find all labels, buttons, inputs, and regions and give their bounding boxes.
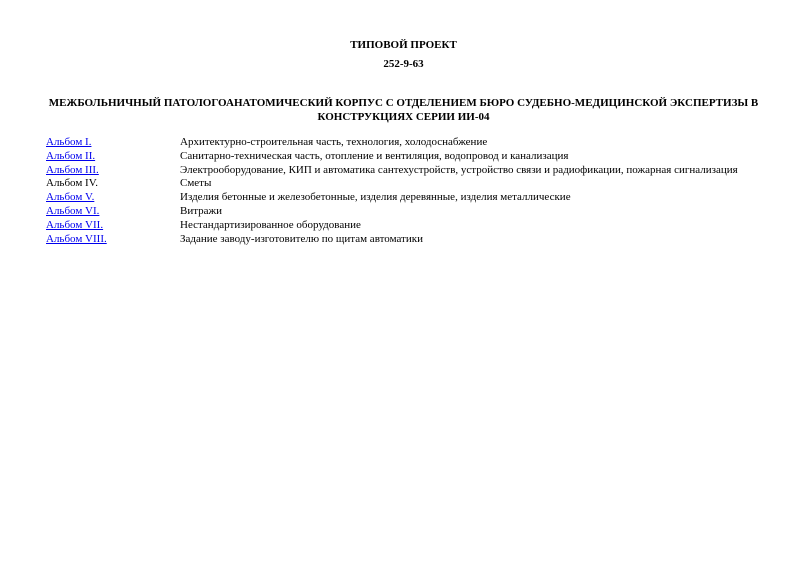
album-row-2 xyxy=(46,150,766,164)
album-list xyxy=(46,136,766,246)
album-4-description: Сметы xyxy=(180,177,212,190)
album-7-description: Нестандартизированное оборудование xyxy=(180,218,361,231)
album-row-8 xyxy=(46,233,766,247)
album-row-5 xyxy=(46,191,766,205)
album-row-1 xyxy=(46,136,766,150)
album-2-description: Санитарно-техническая часть, отопление и вентиляция, водопровод и канализация xyxy=(180,149,569,162)
project-number: 252-9-63 xyxy=(383,58,424,70)
album-1-link[interactable]: Альбом I. xyxy=(46,136,92,148)
project-name: МЕЖБОЛЬНИЧНЫЙ ПАТОЛОГОАНАТОМИЧЕСКИЙ КОРПУС С ОТДЕЛЕНИЕМ БЮРО СУДЕБНО-МЕДИЦИНСКОЙ ЭКСПЕРТИЗЫ В КОНСТРУКЦИЯХ СЕРИИ ИИ-04 xyxy=(48,97,759,123)
album-row-6 xyxy=(46,205,766,219)
album-6-link[interactable]: Альбом VI. xyxy=(46,204,100,217)
album-4-label: Альбом IV. xyxy=(46,177,98,190)
album-3-link[interactable]: Альбом III. xyxy=(46,163,99,176)
album-row-4 xyxy=(46,177,766,191)
album-7-link[interactable]: Альбом VII. xyxy=(46,218,104,231)
album-2-link[interactable]: Альбом II. xyxy=(46,149,96,162)
album-8-description: Задание заводу-изготовителю по щитам автоматики xyxy=(180,232,423,245)
album-5-description: Изделия бетонные и железобетонные, изделия деревянные, изделия металлические xyxy=(180,191,571,204)
album-1-description: Архитектурно-строительная часть, технология, холодоснабжение xyxy=(180,136,488,148)
album-row-3 xyxy=(46,164,766,178)
album-3-description: Электрооборудование, КИП и автоматика сантехустройств, устройство связи и радиофикации, пожарная сигнализация xyxy=(180,163,738,176)
album-8-link[interactable]: Альбом VIII. xyxy=(46,232,107,245)
document-title: ТИПОВОЙ ПРОЕКТ xyxy=(350,39,457,51)
album-row-7 xyxy=(46,219,766,233)
album-6-description: Витражи xyxy=(180,204,223,217)
album-5-link[interactable]: Альбом V. xyxy=(46,191,95,204)
